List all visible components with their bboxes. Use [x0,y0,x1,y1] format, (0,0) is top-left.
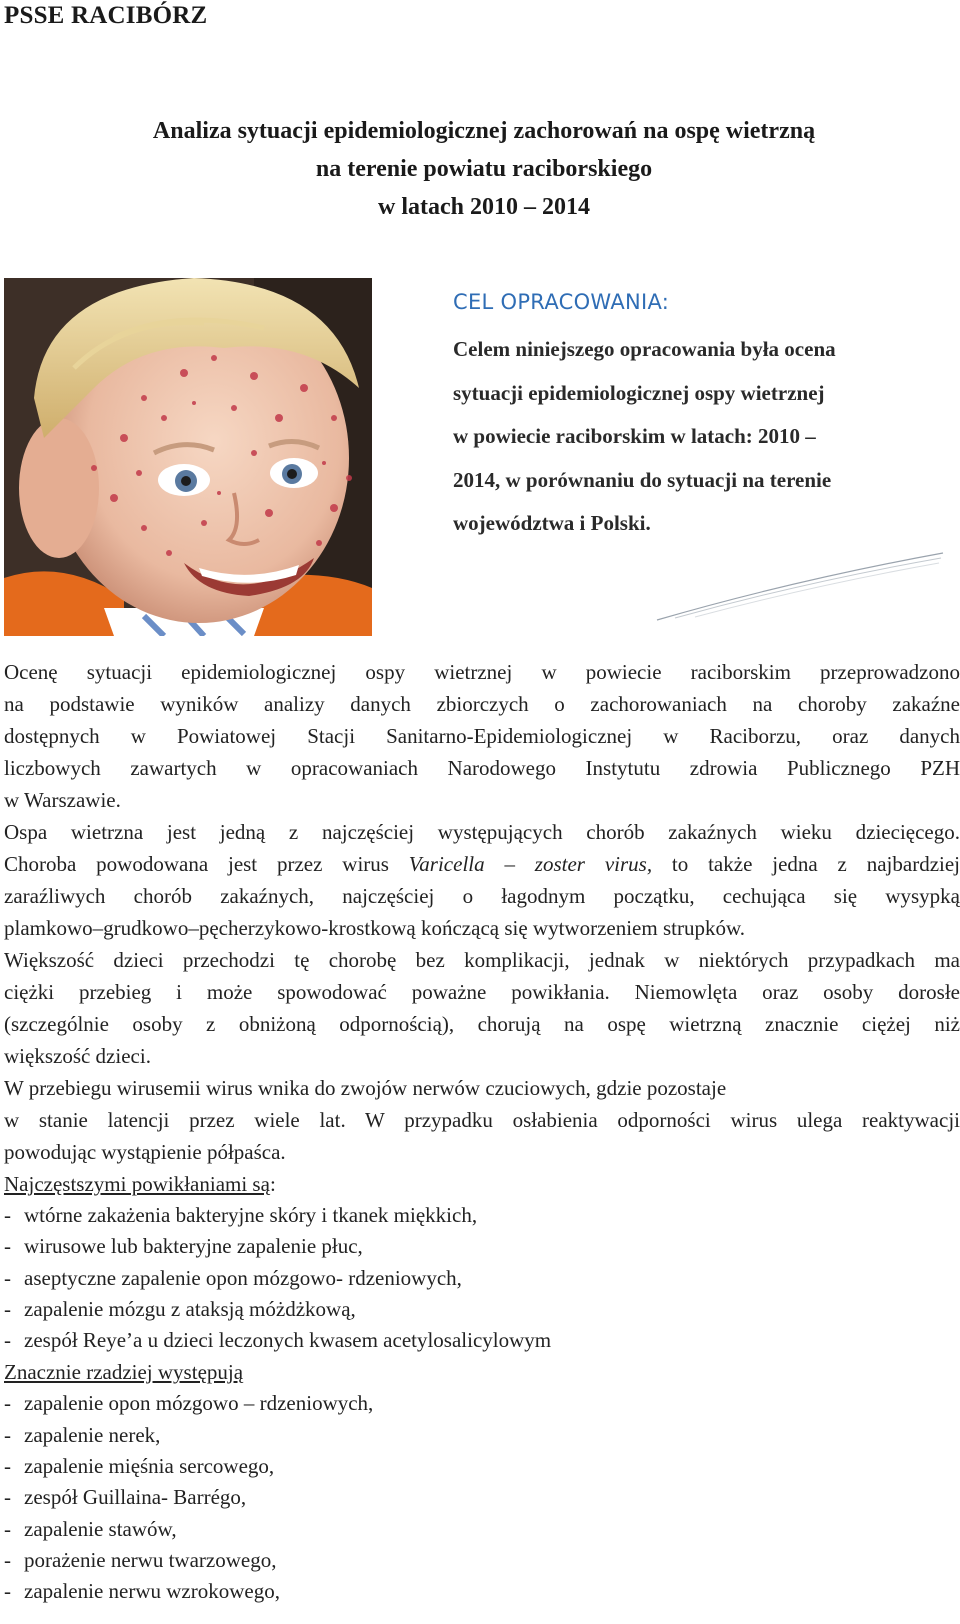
list-item-text: wtórne zakażenia bakteryjne skóry i tkanek miękkich, [24,1203,478,1227]
list-dash: - [4,1516,11,1541]
list-item-text: porażenie nerwu twarzowego, [24,1547,277,1572]
list-dash: - [4,1391,11,1416]
text-span: to także jedna z najbardziej [652,852,960,876]
document-body [4,656,960,1608]
goal-heading: CEL OPRACOWANIA: [453,290,670,314]
list-item [4,1263,960,1294]
list-item [4,1514,960,1545]
list-item [4,1200,960,1231]
list-item [4,1231,960,1262]
list-item [4,1482,960,1513]
list-dash: - [4,1328,11,1353]
rare-heading [4,1356,960,1388]
paragraph-line [4,848,960,880]
complications-heading-text: Najczęstszymi powikłaniami są [4,1172,270,1196]
list-item [4,1388,960,1419]
rare-complications-list [4,1388,960,1607]
institution-header: PSSE RACIBÓRZ [4,2,208,29]
paragraph-line: w Warszawie. [4,788,121,812]
paragraph-line: Ocenę sytuacji epidemiologicznej ospy wietrznej w powiecie raciborskim przeprowadzono [4,660,960,684]
paragraph-line: Ospa wietrzna jest jedną z najczęściej występujących chorób zakaźnych wieku dziecięcego. [4,820,960,844]
paragraph-line: ciężki przebieg i może spowodować poważne powikłania. Niemowlęta oraz osoby dorosłe [4,980,960,1004]
list-item-text: wirusowe lub bakteryjne zapalenie płuc, [24,1234,363,1259]
goal-line: Celem niniejszego opracowania była ocena [453,337,836,361]
list-item-text: zespół Guillaina- Barrégo, [24,1485,247,1510]
paragraph-line: większość dzieci. [4,1044,151,1068]
paragraph-line: W przebiegu wirusemii wirus wnika do zwojów nerwów czuciowych, gdzie pozostaje [4,1076,727,1100]
list-item-text: zapalenie opon mózgowo – rdzeniowych, [24,1391,374,1416]
paragraph-line: dostępnych w Powiatowej Stacji Sanitarno-Epidemiologicznej w Raciborzu, oraz danych [4,724,960,748]
paragraph-line: w stanie latencji przez wiele lat. W przypadku osłabienia odporności wirus ulega reaktywacji [4,1108,960,1132]
list-item-text: zapalenie stawów, [24,1516,177,1541]
list-dash: - [4,1454,11,1479]
goal-description [453,328,923,546]
paragraph-line: liczbowych zawartych w opracowaniach Narodowego Instytutu zdrowia Publicznego PZH [4,756,960,780]
rare-heading-text: Znacznie rzadziej występują [4,1360,244,1385]
list-item-text: zapalenie mózgu z ataksją móżdżkową, [24,1296,356,1321]
title-line: w latach 2010 – 2014 [378,194,590,220]
child-with-chickenpox-photo [4,278,372,636]
list-item [4,1325,960,1356]
list-item-text: aseptyczne zapalenie opon mózgowo- rdzeniowych, [24,1265,462,1290]
list-item [4,1420,960,1451]
heading-colon: : [269,1172,276,1196]
goal-line: województwa i Polski. [453,511,651,535]
list-item-text: zapalenie mięśnia sercowego, [24,1454,275,1479]
list-item [4,1294,960,1325]
paragraph-line: zaraźliwych chorób zakaźnych, najczęściej o łagodnym początku, cechująca się wysypką [4,884,960,908]
text-span: Choroba powodowana jest przez wirus [4,852,409,876]
list-dash: - [4,1422,11,1447]
paragraph-line: powodując wystąpienie półpaśca. [4,1140,286,1164]
paragraph-line: Większość dzieci przechodzi tę chorobę bez komplikacji, jednak w niektórych przypadkach ma [4,948,960,972]
paragraph-line: plamkowo–grudkowo–pęcherzykowo-krostkową kończącą się wytworzeniem strupków. [4,916,746,940]
goal-line: w powiecie raciborskim w latach: 2010 – [453,424,816,448]
list-dash: - [4,1265,11,1290]
list-item-text: zapalenie nerwu wzrokowego, [24,1579,280,1604]
complications-list [4,1200,960,1356]
list-dash: - [4,1485,11,1510]
paragraph-line: na podstawie wyników analizy danych zbiorczych o zachorowaniach na choroby zakaźne [4,692,960,716]
goal-line: 2014, w porównaniu do sytuacji na terenie [453,467,832,492]
list-item-text: zespół Reye’a u dzieci leczonych kwasem acetylosalicylowym [24,1328,552,1353]
list-item [4,1545,960,1576]
virus-name: Varicella – zoster virus, [408,852,653,876]
list-dash: - [4,1579,11,1604]
complications-heading [4,1168,960,1200]
list-item [4,1576,960,1607]
list-item [4,1451,960,1482]
document-title [0,112,960,226]
paragraph-line: (szczególnie osoby z obniżoną odpornością), chorują na ospę wietrzną znacznie ciężej niż [4,1012,960,1036]
decorative-swoosh [655,550,945,630]
list-dash: - [4,1234,11,1259]
list-dash: - [4,1547,11,1572]
title-line: Analiza sytuacji epidemiologicznej zachorowań na ospę wietrzną [152,118,816,144]
list-dash: - [4,1296,11,1321]
goal-line: sytuacji epidemiologicznej ospy wietrznej [453,380,825,405]
title-line: na terenie powiatu raciborskiego [315,156,653,182]
list-dash: - [4,1203,11,1227]
list-item-text: zapalenie nerek, [24,1422,161,1447]
